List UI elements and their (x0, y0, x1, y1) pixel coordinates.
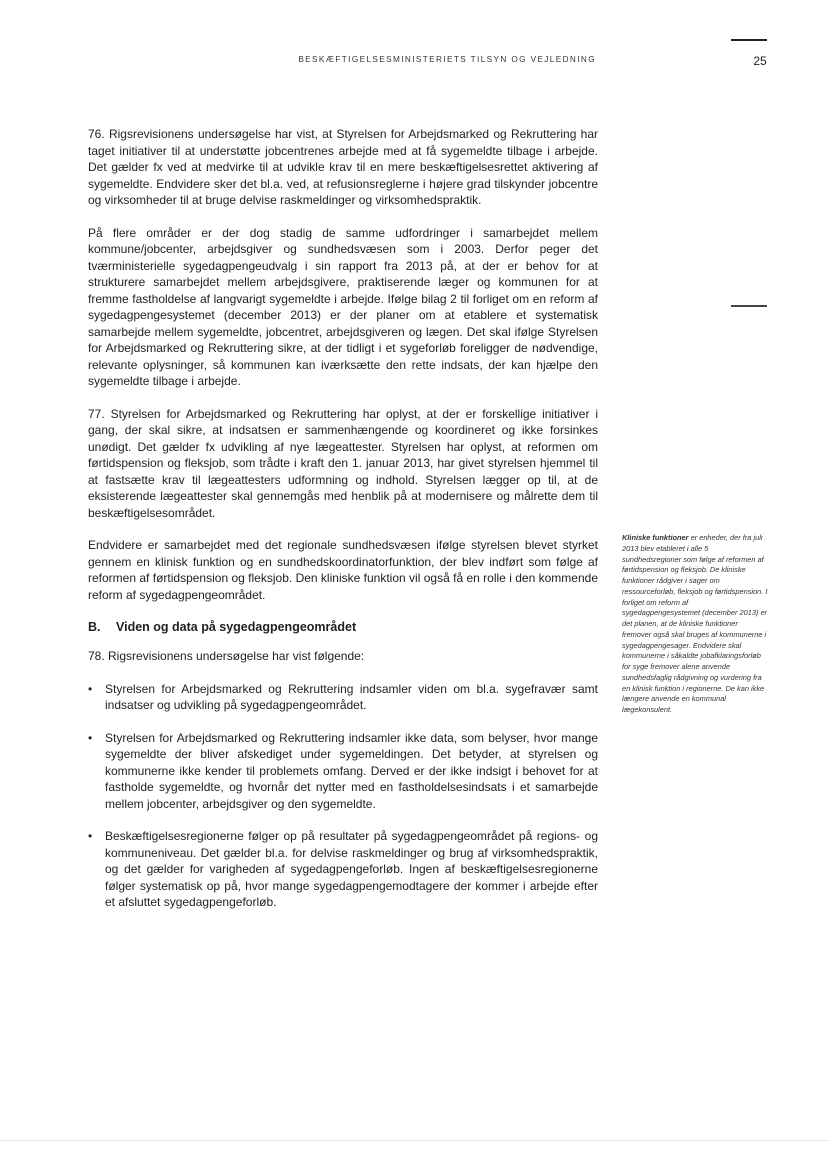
paragraph-76: 76. Rigsrevisionens undersøgelse har vist, at Styrelsen for Arbejdsmarked og Rekruttering har taget initiativer til at understøtte jobcentrenes arbejde med at få sygemeldte tilbage i arbejde. Det gælder fx ved at medvirke til at udvikle krav til en mere beskæftigelsesrettet aktivering af sygemeldte. Endvidere sker det bl.a. ved, at refusionsreglerne i højere grad tilskynder jobcentre og virksomheder til at bruge delvise raskmeldinger og virksomhedspraktik. (88, 127, 598, 207)
list-item-text: Styrelsen for Arbejdsmarked og Rekruttering indsamler ikke data, som belyser, hvor mange sygemeldte der bliver afskediget under sygemeldingen. Det betyder, at styrelsen og kommunerne ikke kender til problemets omfang. Derved er der ikke indsigt i behovet for at fastholde sygemeldte, og hvornår det nytter med en fastholdelsesindsats i et samarbejde mellem jobcenter, arbejdsgiver og den sygemeldte. (105, 730, 598, 811)
paragraph-77-continued: Endvidere er samarbejdet med det regionale sundhedsvæsen ifølge styrelsen blevet styrket gennem en klinisk funktion og en sundhedskoordinatorfunktion, der blev indført som følge af reformen af førtidspension og fleksjob. Den kliniske funktion vil også få en rolle i den kommende reform af sygedagpengeområdet. (88, 538, 598, 602)
header-rule (731, 39, 767, 41)
paragraph-76-continued: På flere områder er der dog stadig de samme udfordringer i samarbejdet mellem kommune/jobcenter, arbejdsgiver og sundhedsvæsen som i 2003. Derfor peger det tværministerielle sygedagpengeudvalg i sin rapport fra 2013 på, at der er behov for at strukturere samarbejdet mellem arbejdsgivere, praktiserende læger og kommunen for at fremme fastholdelse af langvarigt sygemeldte i arbejde. Ifølge bilag 2 til forliget om en reform af sygedagpengesystemet (december 2013) er der planer om at etablere et systematisk samarbejde mellem sygemeldte, jobcentret, arbejdsgiveren og lægen. Det skal ifølge Styrelsen for Arbejdsmarked og Rekruttering sikre, at der tidligt i et sygeforløb foreligger de nødvendige, relevante oplysninger, så kommunen kan iværksætte den rette indsats, der kan hjælpe den sygemeldte tilbage i arbejde. (88, 225, 598, 388)
main-text (88, 126, 598, 927)
findings-list (88, 681, 598, 911)
list-item-text: Beskæftigelsesregionerne følger op på resultater på sygedagpengeområdet på regions- og kommuneniveau. Det gælder bl.a. for delvise raskmeldinger og brug af virksomhedspraktik, og det gælder for varigheden af sygedagpengeforløb. Ingen af beskæftigelsesregionerne følger systematisk op på, hvor mange sygedagpengemodtagere der kommer i arbejde efter et afsluttet sygedagpengeforløb. (105, 829, 598, 909)
margin-note-text: er enheder, der fra juli 2013 blev etableret i alle 5 sundhedsregioner som følge af reformen af førtidspension og fleksjob. De kliniske funktioner rådgiver i sager om ressourceforløb, fleksjob og førtidspension. I forliget om reform af sygedagpengesystemet (december 2013) er det planen, at de kliniske funktioner fremover også skal bruges af kommunerne i sygedagpengesager. Endvidere skal kommunerne i såkaldte jobafklaringsforløb for syge fremover alene anvende sundhedsfaglig rådgivning og vurdering fra en klinisk funktion i regionerne. De kan ikke længere anvende en kommunal lægekonsulent. (622, 533, 768, 714)
paragraph-77: 77. Styrelsen for Arbejdsmarked og Rekruttering har oplyst, at der er forskellige initiativer i gang, der skal sikre, at indsatsen er sammenhængende og koordineret og ikke forsinkes unødigt. Det gælder fx udvikling af nye lægeattester. Styrelsen har oplyst, at reformen om førtidspension og fleksjob, som trådte i kraft den 1. januar 2013, har givet styrelsen hjemmel til at fastsætte krav til lægeattesters udformning og indhold. Styrelsen lægger op til, at de eksisterende lægeattester skal gennemgås med henblik på at modernisere og målrette dem til beskæftigelsesområdet. (88, 406, 598, 520)
section-letter: B. (88, 620, 101, 634)
bullet-glyph: • (88, 681, 93, 696)
section-heading (88, 619, 598, 636)
list-item (88, 828, 598, 911)
list-item-text: Styrelsen for Arbejdsmarked og Rekruttering indsamler viden om bl.a. sygefravær samt indsatser og udvikling på sygedagpengeområdet. (105, 681, 598, 712)
margin-note (622, 533, 768, 716)
paragraph-78: 78. Rigsrevisionens undersøgelse har vist følgende: (88, 649, 365, 663)
running-header: BESKÆFTIGELSESMINISTERIETS TILSYN OG VEJLEDNING (298, 55, 596, 64)
list-item (88, 730, 598, 813)
margin-rule (731, 305, 767, 307)
list-item (88, 681, 598, 714)
scan-bottom-edge (0, 1140, 828, 1141)
bullet-glyph: • (88, 829, 93, 843)
bullet-glyph: • (88, 730, 93, 745)
page-number: 25 (753, 54, 767, 68)
margin-note-term: Kliniske funktioner (622, 533, 689, 542)
section-title: Viden og data på sygedagpengeområdet (116, 620, 357, 634)
